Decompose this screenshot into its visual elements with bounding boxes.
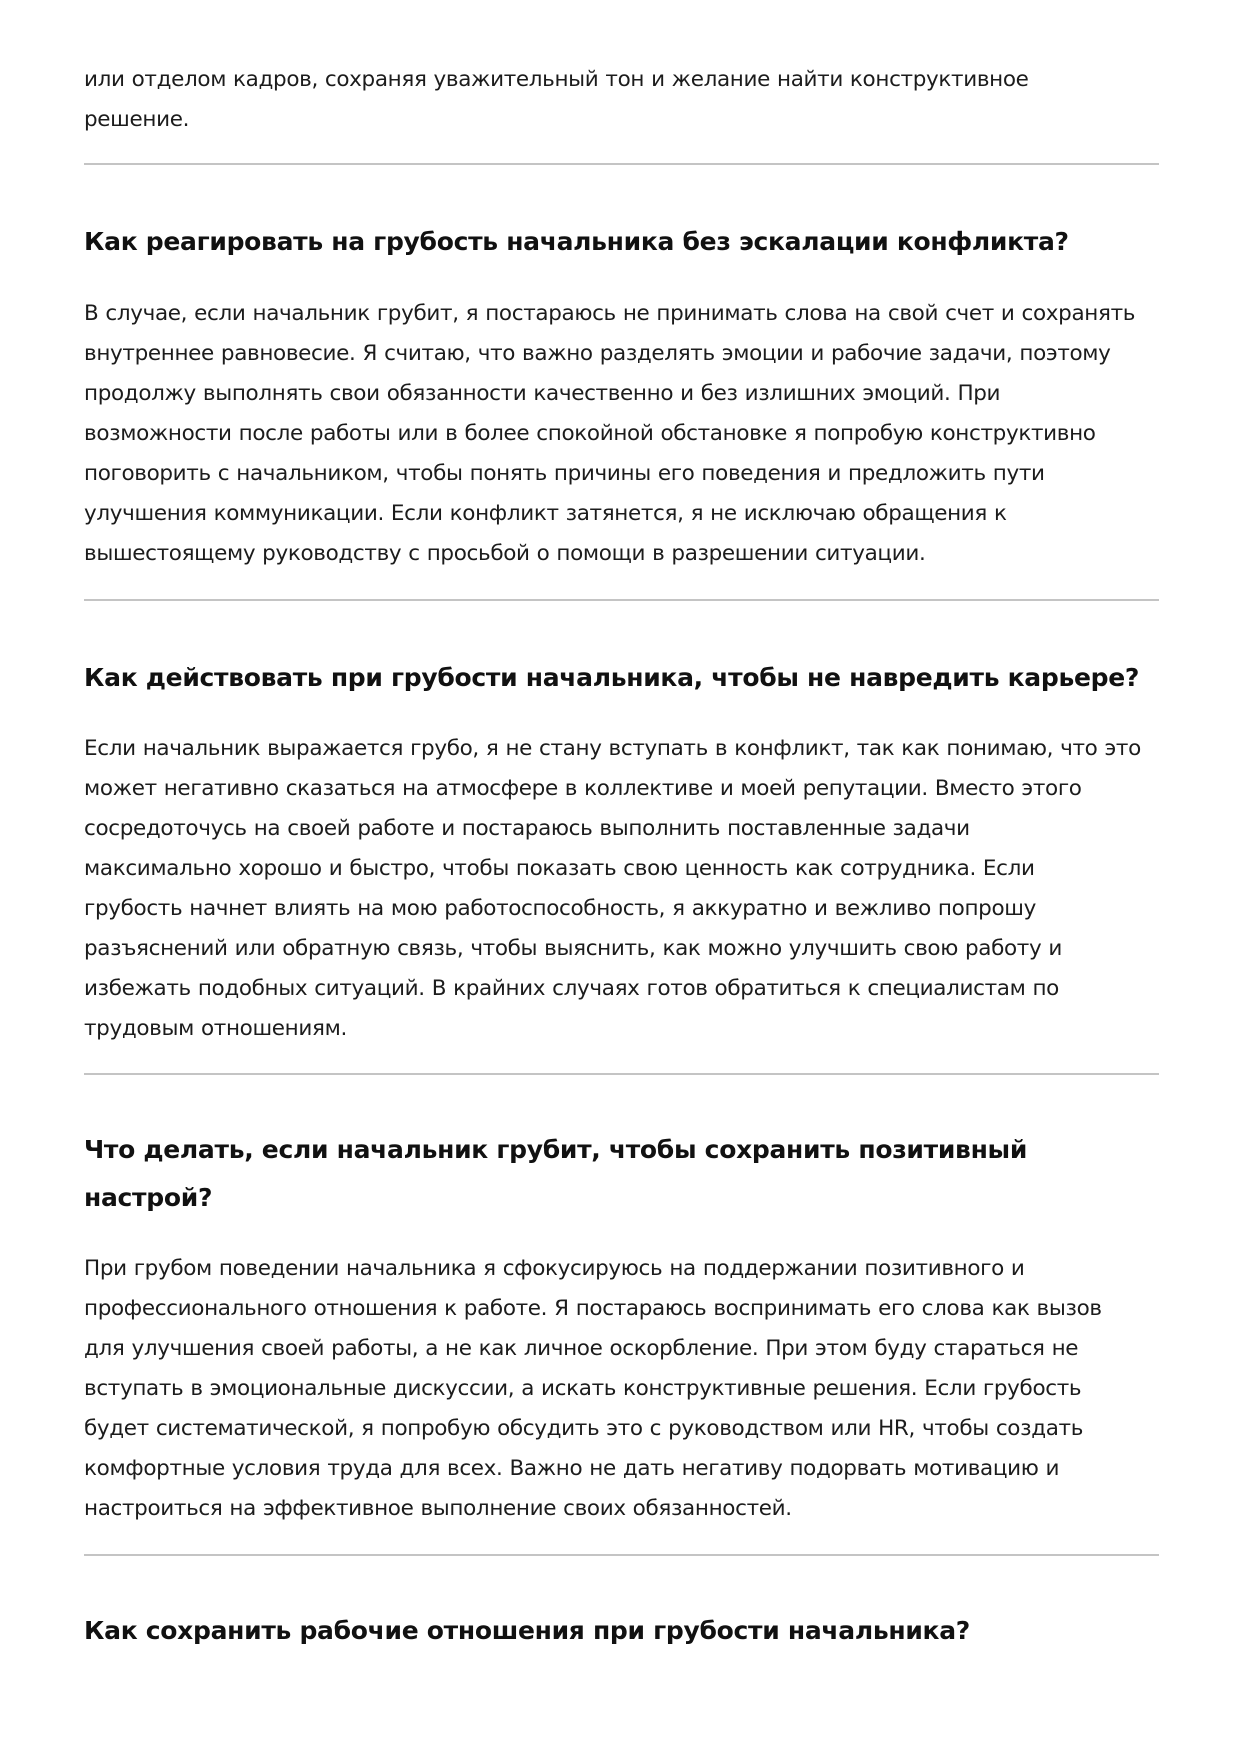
section-heading (84, 1126, 1159, 1222)
paragraph-line: разъяснений или обратную связь, чтобы выяснить, как можно улучшить свою работу и (84, 936, 1062, 961)
paragraph-line: может негативно сказаться на атмосфере в коллективе и моей репутации. Вместо этого (84, 776, 1082, 801)
paragraph-line: возможности после работы или в более спокойной обстановке я попробую конструктивно (84, 421, 1096, 446)
paragraph-line: вступать в эмоциональные дискуссии, а искать конструктивные решения. Если грубость (84, 1376, 1082, 1401)
paragraph-line: комфортные условия труда для всех. Важно не дать негативу подорвать мотивацию и (84, 1456, 1060, 1481)
paragraph-line: трудовым отношениям. (84, 1016, 347, 1041)
paragraph-line: поговорить с начальником, чтобы понять причины его поведения и предложить пути (84, 461, 1045, 486)
section-heading (84, 1607, 1159, 1655)
heading-line: настрой? (84, 1183, 213, 1212)
section-paragraph (84, 729, 1159, 1049)
paragraph-line: сосредоточусь на своей работе и постараюсь выполнить поставленные задачи (84, 816, 970, 841)
heading-line: Как реагировать на грубость начальника без эскалации конфликта? (84, 227, 1069, 256)
paragraph-line: грубость начнет влиять на мою работоспособность, я аккуратно и вежливо попрошу (84, 896, 1036, 921)
section-divider (84, 1554, 1159, 1556)
heading-line: Как сохранить рабочие отношения при грубости начальника? (84, 1616, 970, 1645)
section-heading (84, 218, 1159, 266)
section-divider (84, 163, 1159, 165)
intro-line: или отделом кадров, сохраняя уважительный тон и желание найти конструктивное (84, 67, 1029, 92)
paragraph-line: будет систематической, я попробую обсудить это с руководством или HR, чтобы создать (84, 1416, 1084, 1441)
heading-line: Как действовать при грубости начальника, чтобы не навредить карьере? (84, 663, 1140, 692)
section-heading (84, 654, 1159, 702)
paragraph-line: настроиться на эффективное выполнение своих обязанностей. (84, 1496, 792, 1521)
paragraph-line: Если начальник выражается грубо, я не стану вступать в конфликт, так как понимаю, что это (84, 736, 1141, 761)
section-paragraph (84, 1249, 1159, 1529)
paragraph-line: избежать подобных ситуаций. В крайних случаях готов обратиться к специалистам по (84, 976, 1059, 1001)
intro-line: решение. (84, 107, 190, 132)
section-divider (84, 599, 1159, 601)
paragraph-line: профессионального отношения к работе. Я постараюсь воспринимать его слова как вызов (84, 1296, 1102, 1321)
heading-line: Что делать, если начальник грубит, чтобы сохранить позитивный (84, 1135, 1028, 1164)
intro-paragraph (84, 60, 1159, 140)
paragraph-line: вышестоящему руководству с просьбой о помощи в разрешении ситуации. (84, 541, 926, 566)
paragraph-line: внутреннее равновесие. Я считаю, что важно разделять эмоции и рабочие задачи, поэтому (84, 341, 1111, 366)
paragraph-line: для улучшения своей работы, а не как личное оскорбление. При этом буду стараться не (84, 1336, 1079, 1361)
paragraph-line: В случае, если начальник грубит, я постараюсь не принимать слова на свой счет и сохранять (84, 301, 1136, 326)
paragraph-line: продолжу выполнять свои обязанности качественно и без излишних эмоций. При (84, 381, 1001, 406)
paragraph-line: При грубом поведении начальника я сфокусируюсь на поддержании позитивного и (84, 1256, 1025, 1281)
paragraph-line: максимально хорошо и быстро, чтобы показать свою ценность как сотрудника. Если (84, 856, 1035, 881)
section-paragraph (84, 294, 1159, 574)
section-divider (84, 1073, 1159, 1075)
paragraph-line: улучшения коммуникации. Если конфликт затянется, я не исключаю обращения к (84, 501, 1007, 526)
